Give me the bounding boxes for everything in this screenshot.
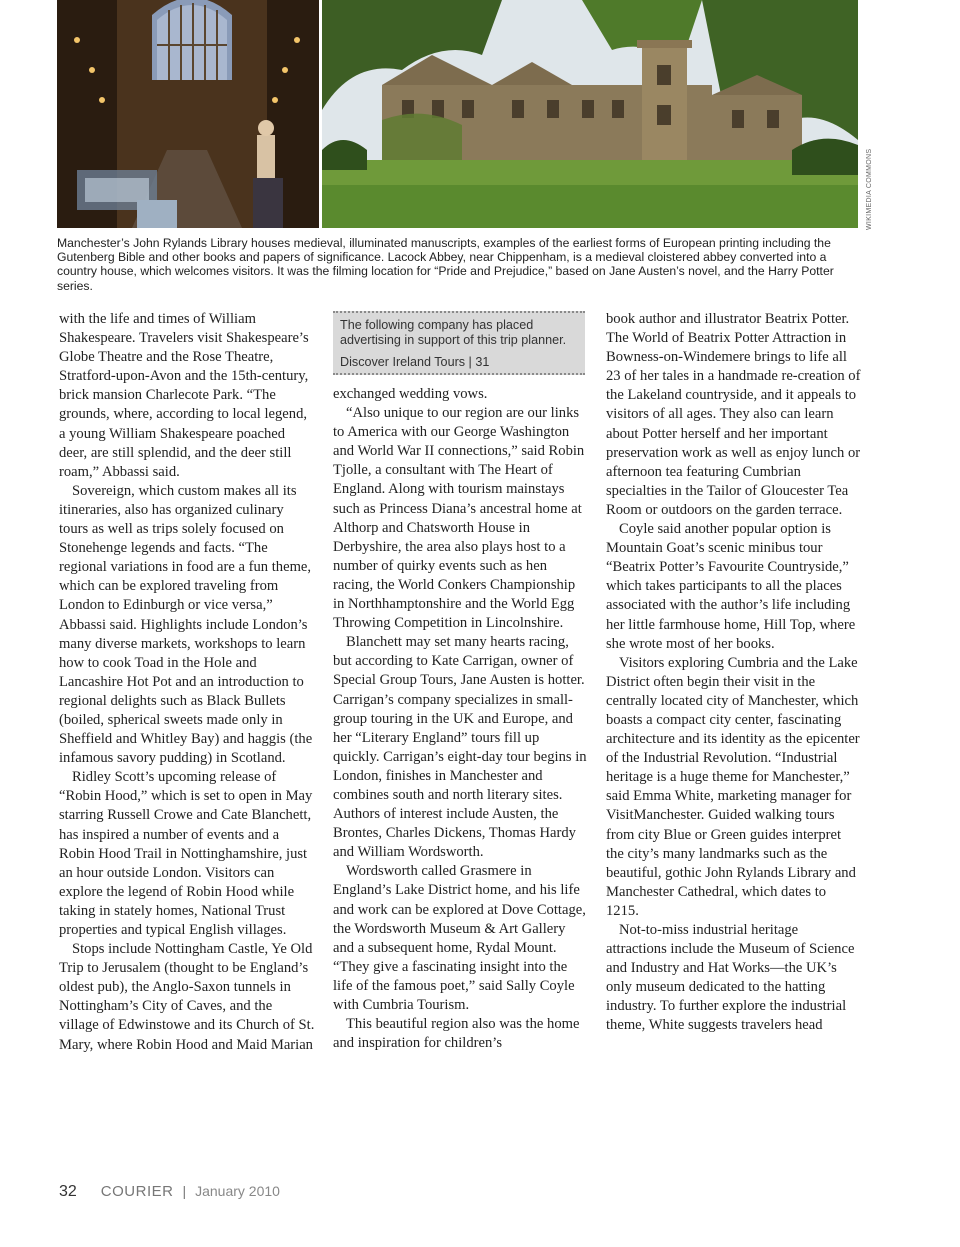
magazine-name: COURIER — [100, 1183, 174, 1200]
paragraph: Stops include Nottingham Castle, Ye Old Trip to Jerusalem (thought to be England’s oldest pub), the Anglo-Saxon tunnels in Nottingham’s City of Caves, and the village of Edwinstowe and its Church of St. Mary, where Robin Hood and Maid Marian — [59, 941, 315, 1053]
paragraph: “Also unique to our region are our links to America with our George Washington and World War II connections,” said Robin Tjolle, a consultant with The Heart of England. Along with tourism mainstays such as Princess Diana’s ancestral home at Althorp and Chatsworth House in Derbyshire, the area also plays host to a number of quirky events such as hen racing, the World Conkers Championship in Northhamptonshire and the World Egg Throwing Competition in Lincolnshire. — [333, 405, 585, 632]
article-column-left — [59, 310, 315, 1055]
page-footer — [59, 1183, 280, 1201]
paragraph: Coyle said another popular option is Mountain Goat’s scenic minibus tour “Beatrix Potter’s Favourite Countryside,” which takes participants to all the places associated with the author’s life including her little farmhouse home, Hill Top, where she wrote most of her books. — [606, 521, 856, 652]
paragraph: book author and illustrator Beatrix Potter. The World of Beatrix Potter Attraction in Bowness-on-Windemere brings to life all 23 of her tales in a handmade re-creation of the Lakeland countryside, and it appeals to visitors of all ages. They also can learn about Potter herself and her important preservation work as well as enjoy lunch or afternoon tea featuring Cumbrian specialties in the Tailor of Gloucester Tea Room or outdoors on the garden terrace. — [606, 311, 861, 518]
abbey-illustration — [322, 0, 858, 228]
paragraph: This beautiful region also was the home and inspiration for children’s — [333, 1016, 580, 1052]
sidebar-advertiser-link[interactable]: Discover Ireland Tours | 31 — [340, 355, 490, 369]
paragraph: Blanchett may set many hearts racing, but according to Kate Carrigan, owner of Special Group Tours, Jane Austen is hotter. Carrigan’s company specializes in small-group touring in the UK and Europe, and her “Literary England” tours fill up quickly. Carrigan’s eight-day tour begins in London, finishes in Manchester and combines south and north literary sites. Authors of interest include Austen, the Brontes, Charles Dickens, Thomas Hardy and William Wordsworth. — [333, 634, 587, 861]
sidebar-text: The following company has placed advertising in support of this trip planner. — [340, 318, 567, 347]
photo-caption: Manchester’s John Rylands Library houses medieval, illuminated manuscripts, examples of the earliest forms of European printing including the Gutenberg Bible and other books and papers of significance. Lacock Abbey, near Chippenham, is a medieval cloistered abbey converted into a country house, which welcomes visitors. It was the filming location for “Pride and Prejudice,” based on Jane Austen’s novel, and the Harry Potter series. — [57, 236, 834, 293]
issue-date: January 2010 — [195, 1183, 280, 1199]
paragraph: Not-to-miss industrial heritage attractions include the Museum of Science and Industry and Hat Works—the UK’s only museum dedicated to the hatting industry. To further explore the industrial theme, White suggests travelers head — [606, 922, 855, 1034]
footer-separator: | — [182, 1183, 187, 1199]
page-number: 32 — [59, 1183, 77, 1200]
paragraph: exchanged wedding vows. — [333, 386, 488, 402]
paragraph: Ridley Scott’s upcoming release of “Robin Hood,” which is set to open in May starring Russell Crowe and Cate Blanchett, has inspired a number of events and a Robin Hood Trail in Nottinghamshire, just an hour outside London. Visitors can explore the legend of Robin Hood while taking in stately homes, National Trust properties and typical English villages. — [59, 769, 313, 938]
library-interior-illustration — [57, 0, 319, 228]
paragraph: Visitors exploring Cumbria and the Lake District often begin their visit in the centrally located city of Manchester, which boasts a compact city center, fascinating architecture and its identity as the epicenter of the Industrial Revolution. “Industrial heritage is a huge theme for Manchester,” said Emma White, marketing manager for VisitManchester. Guided walking tours from city Blue or Green guides interpret the city’s many landmarks such as the beautiful, gothic John Rylands Library and Manchester Cathedral, which dates to 1215. — [606, 654, 860, 919]
paragraph: Wordsworth called Grasmere in England’s Lake District home, and his life and work can be explored at Dove Cottage, the Wordsworth Museum & Art Gallery and a subsequent home, Rydal Mount. “They give a fascinating insight into the life of the famous poet,” said Sally Coyle with Cumbria Tourism. — [333, 863, 586, 1013]
paragraph: with the life and times of William Shakespeare. Travelers visit Shakespeare’s Globe Theatre and the Rose Theatre, Stratford-upon-Avon and the 15th-century, brick mansion Charlecote Park. “The grounds, where, according to local legend, a young William Shakespeare poached deer, are still splendid, and the deer still roam,” Abbassi said. — [59, 311, 309, 480]
paragraph: Sovereign, which custom makes all its itineraries, also has organized culinary tours as well as trips solely focused on Stonehenge legends and facts. “The regional variations in food are a fun theme, which can be explored traveling from London to Edinburgh or vice versa,” Abbassi said. Highlights include London’s many diverse markets, workshops to learn how to cook Toad in the Hole and Lancashire Hot Pot and an introduction to regional delights such as Black Bullets (boiled, spherical sweets made only in Sheffield and Whitley Bay) and haggis (the infamous savory pudding) in Scotland. — [59, 482, 313, 767]
lacock-abbey-photo — [322, 0, 858, 228]
john-rylands-library-photo — [57, 0, 319, 228]
article-column-middle — [333, 385, 589, 1053]
article-column-right — [606, 310, 862, 1036]
advertiser-sidebar — [333, 311, 585, 375]
photo-credit: WIKIMEDIA COMMONS — [866, 148, 873, 230]
